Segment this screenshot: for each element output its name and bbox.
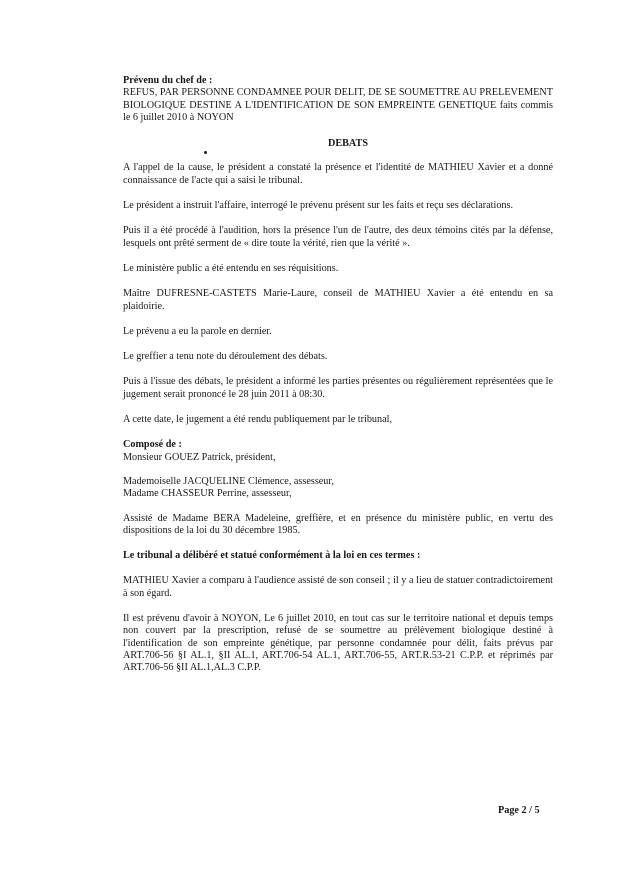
charge-heading: Prévenu du chef de : (123, 75, 213, 86)
debats-paragraph-5: Maître DUFRESNE-CASTETS Marie-Laure, conseil de MATHIEU Xavier a été entendu en sa plaidoirie. (123, 288, 553, 312)
deliberation-paragraph-1: MATHIEU Xavier a comparu à l'audience assisté de son conseil ; il y a lieu de statuer contradictoirement à son égard. (123, 575, 553, 599)
charge-text (123, 87, 553, 124)
page-number: Page 2 / 5 (498, 805, 540, 816)
composition-clerk: Assisté de Madame BERA Madeleine, greffière, et en présence du ministère public, en vertu des dispositions de la loi du 30 décembre 1985. (123, 512, 553, 536)
composition-assessor-1: Mademoiselle JACQUELINE Clémence, assesseur, (123, 475, 334, 487)
deliberation-paragraph-2: Il est prévenu d'avoir à NOYON, Le 6 juillet 2010, en tout cas sur le territoire national et depuis temps non couvert par la prescription, refusé de se soumettre au prélèvement biologique destiné à l'identification de son empreinte génétique, par personne condamnée pour délit, faits prévus par ART.706-56 §I AL.1, §II AL.1, ART.706-54 AL.1, ART.706-55, ART.R.53-21 C.P.P. et réprimés par ART.706-56 §II AL.1,AL.3 C.P.P. (123, 613, 553, 674)
document-body (123, 75, 553, 688)
charge-offense: REFUS, PAR PERSONNE CONDAMNEE POUR DELIT, DE SE SOUMETTRE AU PRELEVEMENT BIOLOGIQUE DESTINE A L'IDENTIFICATION DE SON EMPREINTE GENETIQUE (123, 87, 553, 111)
composition-assessor-2: Madame CHASSEUR Perrine, assesseur, (123, 488, 292, 500)
debats-paragraph-6: Le prévenu a eu la parole en dernier. (123, 325, 272, 337)
debats-paragraph-3: Puis il a été procédé à l'audition, hors la présence l'un de l'autre, des deux témoins cités par la défense, lesquels ont prêté serment de « dire toute la vérité, rien que la vérité ». (123, 225, 553, 249)
debats-paragraph-4: Le ministère public a été entendu en ses réquisitions. (123, 262, 339, 274)
charge-offense-date-place: faits commis le 6 juillet 2010 à NOYON (123, 99, 553, 123)
debats-paragraph-1: A l'appel de la cause, le président a constaté la présence et l'identité de MATHIEU Xavier et a donné connaissance de l'acte qui a saisi le tribunal. (123, 162, 553, 186)
debats-paragraph-9: A cette date, le jugement a été rendu publiquement par le tribunal, (123, 414, 393, 426)
debats-paragraph-2: Le président a instruit l'affaire, interrogé le prévenu présent sur les faits et reçu ses déclarations. (123, 200, 514, 212)
deliberation-heading: Le tribunal a délibéré et statué conformément à la loi en ces termes : (123, 550, 421, 562)
composition-heading: Composé de : (123, 439, 182, 451)
debats-paragraph-8: Puis à l'issue des débats, le président a informé les parties présentes ou régulièrement représentées que le jugement serait prononcé le 28 juin 2011 à 08:30. (123, 376, 553, 400)
composition-president: Monsieur GOUEZ Patrick, président, (123, 451, 276, 463)
debats-title: DEBATS (327, 138, 368, 150)
debats-paragraph-7: Le greffier a tenu note du déroulement des débats. (123, 351, 328, 363)
